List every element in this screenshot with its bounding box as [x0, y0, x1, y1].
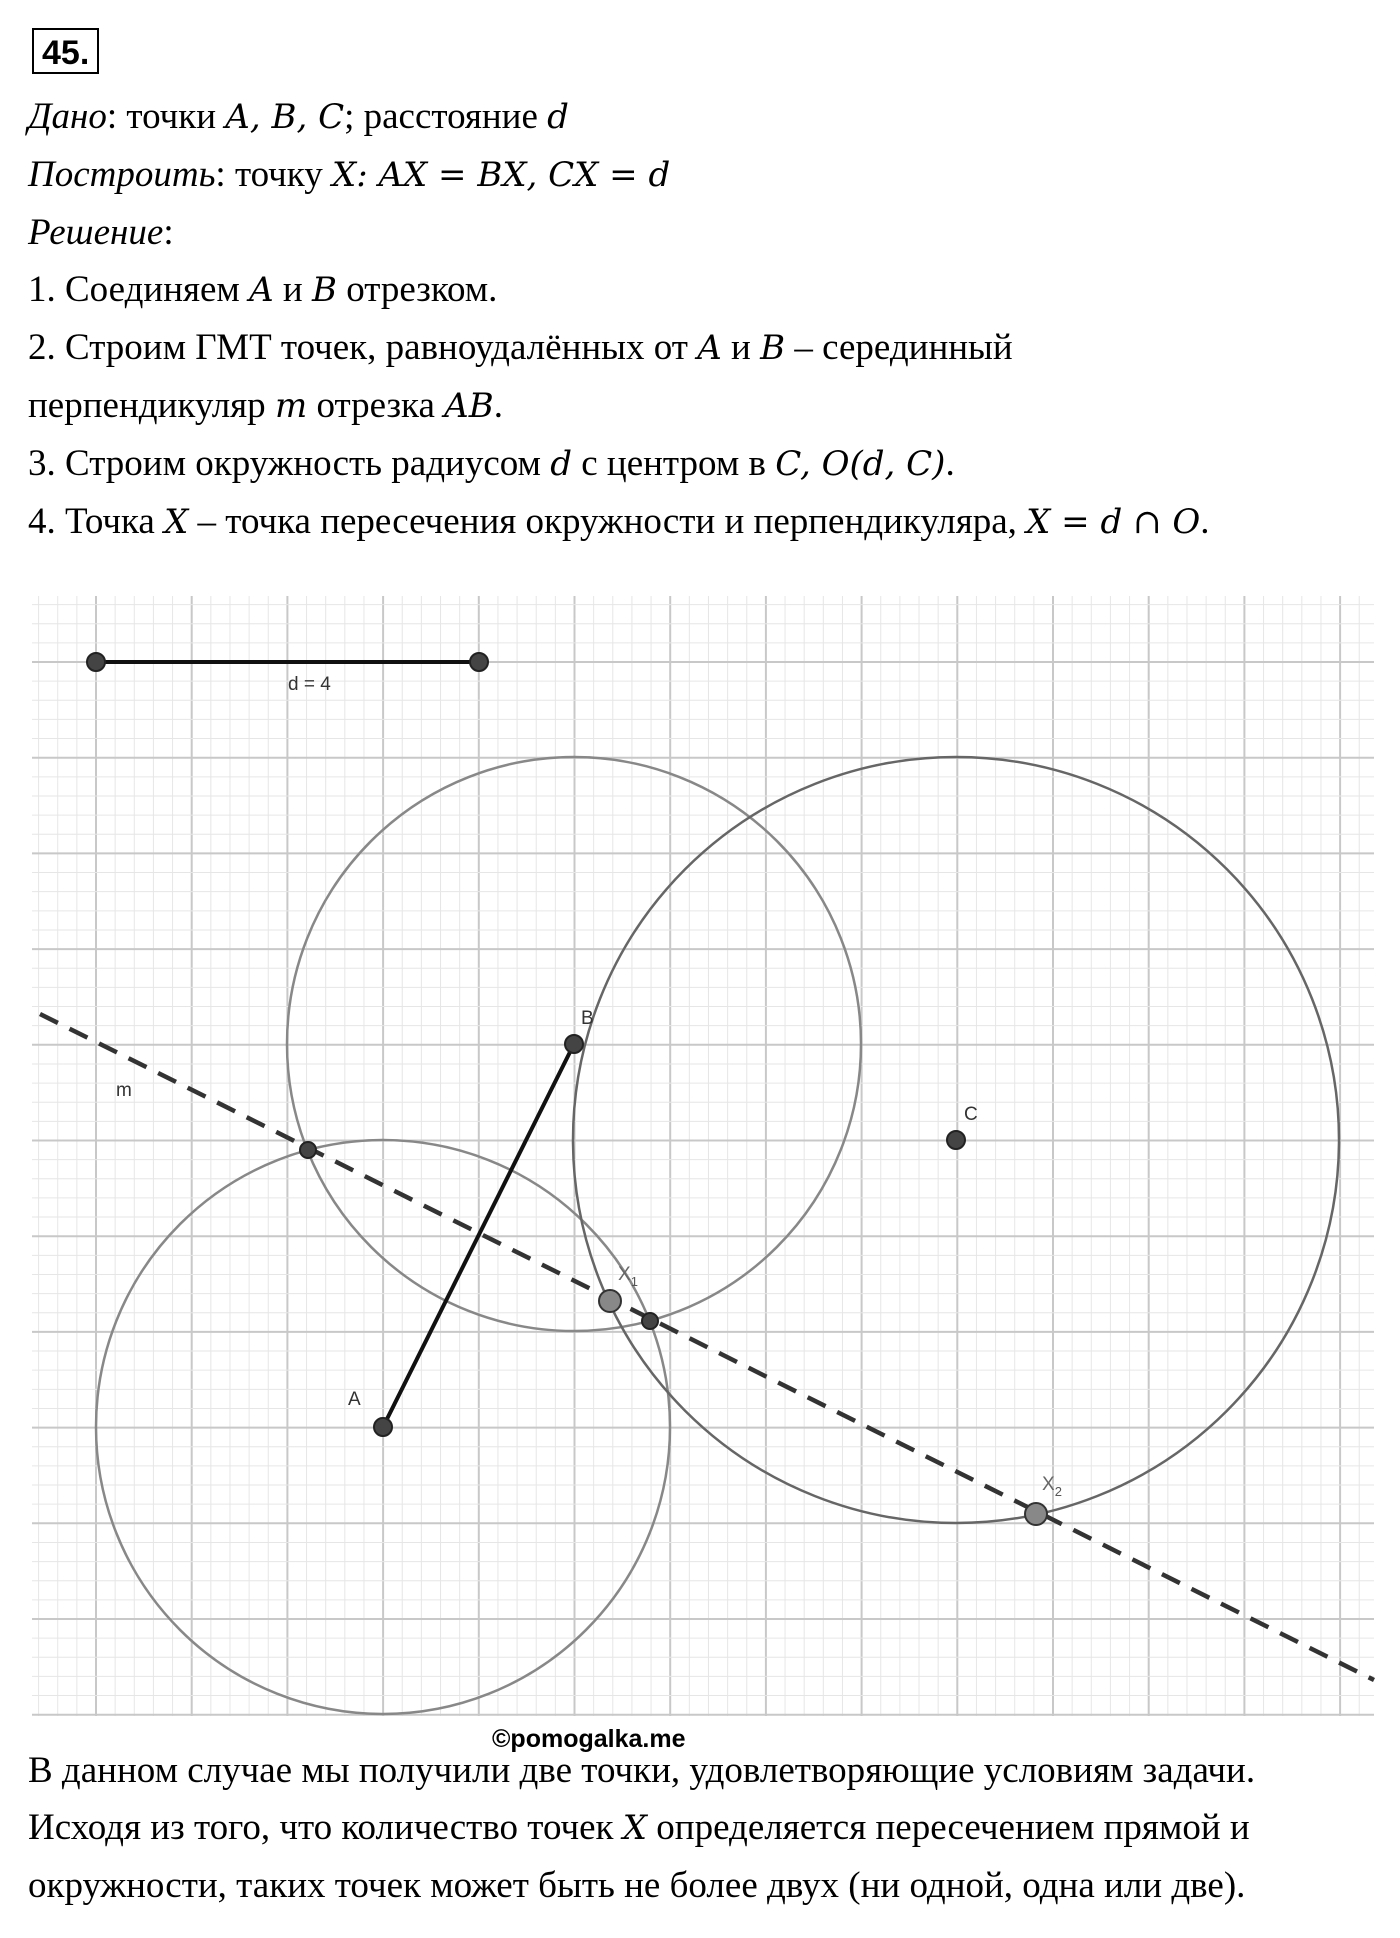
label-x2-letter: X — [1042, 1474, 1055, 1495]
label-m: m — [116, 1080, 132, 1101]
problem-number: 45. — [32, 28, 99, 74]
segment-label: d = 4 — [288, 674, 331, 695]
step-3-math-b: C, O(d, C) — [775, 444, 946, 484]
perpendicular-bisector-m — [40, 1014, 1374, 1680]
conclusion — [28, 1742, 1388, 1914]
label-x2 — [1042, 1474, 1062, 1499]
step-2-mid: и — [721, 327, 761, 368]
solution-colon: : — [163, 212, 174, 253]
construct-label: Построить — [28, 154, 216, 195]
conclusion-line-2 — [28, 1799, 1388, 1857]
step-1-math-a: A — [249, 270, 274, 310]
step-2c-math-b: AB — [444, 386, 494, 426]
segment-endpoint-right — [470, 653, 488, 671]
intersection-point-lower — [642, 1313, 658, 1329]
step-3-math-a: d — [550, 444, 572, 484]
step-4-suffix: . — [1200, 501, 1210, 542]
conclusion-line-2-end: определяется пересечением прямой и — [647, 1807, 1250, 1848]
given-text2: ; расстояние — [344, 96, 548, 137]
step-2c-prefix: перпендикуляр — [28, 385, 275, 426]
step-3-prefix: 3. Строим окружность радиусом — [28, 443, 551, 484]
step-2-suffix: – серединный — [785, 327, 1013, 368]
label-x1 — [618, 1264, 638, 1289]
given-label: Дано — [28, 96, 107, 137]
label-b: B — [581, 1008, 594, 1029]
step-1-mid: и — [273, 269, 312, 310]
step-2-prefix: 2. Строим ГМТ точек, равноудалённых от — [28, 327, 698, 368]
solution-label: Решение — [28, 212, 164, 253]
label-x1-subscript: 1 — [630, 1274, 638, 1289]
conclusion-line-2-start: Исходя из того, что количество точек — [28, 1807, 623, 1848]
given-text: : точки — [106, 96, 226, 137]
label-x2-subscript: 2 — [1054, 1484, 1062, 1499]
conclusion-line-3: окружности, таких точек может быть не более двух (ни одной, одна или две). — [28, 1865, 1246, 1906]
construct-formula: X: AX = BX, CX = d — [332, 155, 671, 195]
step-2c-math-a: m — [274, 386, 308, 426]
step-3-suffix: . — [945, 443, 955, 484]
step-4-prefix: 4. Точка — [28, 501, 165, 542]
step-2-math-b: B — [760, 328, 786, 368]
step-1-suffix: отрезком. — [336, 269, 498, 310]
given-d: d — [547, 97, 569, 137]
graph-grid — [19, 585, 1378, 1733]
intersection-point-upper — [300, 1142, 316, 1158]
conclusion-line-1: В данном случае мы получили две точки, удовлетворяющие условиям задачи. — [28, 1750, 1256, 1791]
watermark: ©pomogalka.me — [492, 1725, 686, 1753]
point-x2 — [1025, 1503, 1047, 1525]
step-2-math-a: A — [697, 328, 722, 368]
point-c — [947, 1131, 965, 1149]
step-1-math-b: B — [311, 270, 337, 310]
step-3-mid: с центром в — [571, 443, 776, 484]
step-2c-mid: отрезка — [307, 385, 445, 426]
label-x1-letter: X — [618, 1264, 631, 1285]
label-c: C — [964, 1104, 978, 1125]
segment-endpoint-left — [87, 653, 105, 671]
step-2c-suffix: . — [493, 385, 503, 426]
given-points: A, B, C — [225, 97, 345, 137]
step-4-math-a: X — [164, 502, 189, 542]
label-a: A — [348, 1389, 361, 1410]
step-4-mid: – точка пересечения окружности и перпендикуляра, — [188, 501, 1027, 542]
construct-text: : точку — [215, 154, 332, 195]
conclusion-line-2-math: X — [622, 1808, 648, 1848]
point-a — [374, 1418, 392, 1436]
point-x1 — [599, 1290, 621, 1312]
point-b — [565, 1035, 583, 1053]
step-1-prefix: 1. Соединяем — [28, 269, 250, 310]
step-4-math-b: X = d ∩ O — [1026, 502, 1201, 542]
